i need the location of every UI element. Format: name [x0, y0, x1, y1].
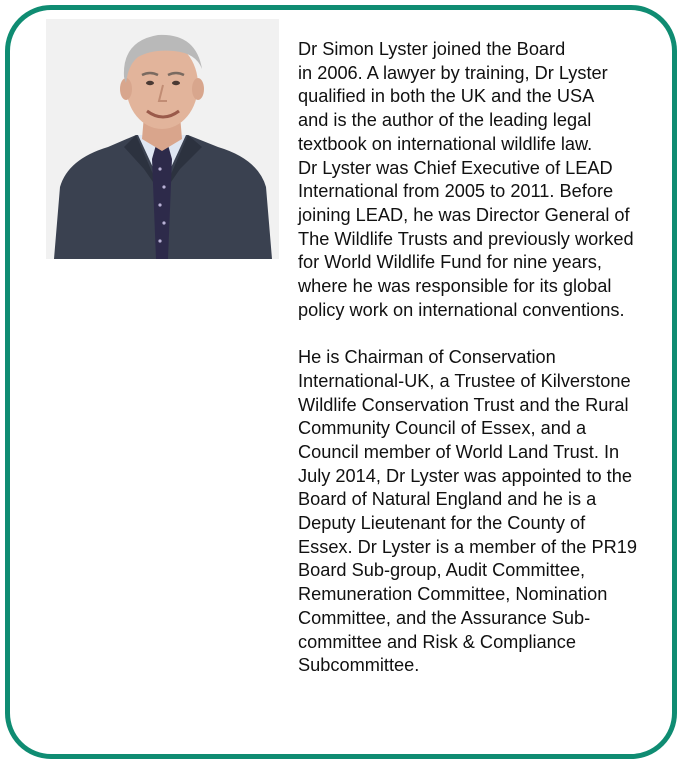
bio-line: Board Sub-group, Audit Committee,	[298, 560, 586, 581]
bio-line: textbook on international wildlife law.	[298, 133, 593, 154]
portrait-photo	[46, 19, 279, 259]
bio-line: July 2014, Dr Lyster was appointed to the	[298, 465, 632, 486]
bio-line: Wildlife Conservation Trust and the Rural	[298, 394, 629, 415]
bio-line: Subcommittee.	[298, 655, 420, 676]
bio-line: He is Chairman of Conservation	[298, 347, 556, 368]
bio-line: joining LEAD, he was Director General of	[298, 204, 630, 225]
bio-line: Committee, and the Assurance Sub-	[298, 607, 591, 628]
bio-line: The Wildlife Trusts and previously worked	[298, 228, 634, 249]
bio-line: where he was responsible for its global	[298, 276, 612, 297]
bio-line: Essex. Dr Lyster is a member of the PR19	[298, 536, 637, 557]
bio-text	[298, 38, 678, 678]
bio-line: Dr Simon Lyster joined the Board	[298, 39, 566, 59]
bio-line: policy work on international conventions.	[298, 299, 625, 320]
bio-line: and is the author of the leading legal	[298, 110, 592, 131]
bio-line: Board of Natural England and he is a	[298, 489, 597, 510]
bio-line: committee and Risk & Compliance	[298, 631, 576, 652]
bio-line: International from 2005 to 2011. Before	[298, 181, 614, 202]
bio-line: Deputy Lieutenant for the County of	[298, 513, 586, 534]
bio-line: in 2006. A lawyer by training, Dr Lyster	[298, 62, 608, 83]
bio-line: qualified in both the UK and the USA	[298, 86, 595, 107]
bio-line: International-UK, a Trustee of Kilverstone	[298, 370, 631, 391]
portrait-icon	[46, 19, 279, 259]
bio-line: for World Wildlife Fund for nine years,	[298, 252, 602, 273]
bio-card	[5, 5, 677, 759]
bio-line: Remuneration Committee, Nomination	[298, 584, 608, 605]
bio-paragraph-2	[298, 346, 678, 678]
bio-line: Council member of World Land Trust. In	[298, 441, 620, 462]
bio-line: Community Council of Essex, and a	[298, 418, 587, 439]
bio-paragraph-1	[298, 38, 678, 322]
bio-line: Dr Lyster was Chief Executive of LEAD	[298, 157, 613, 178]
